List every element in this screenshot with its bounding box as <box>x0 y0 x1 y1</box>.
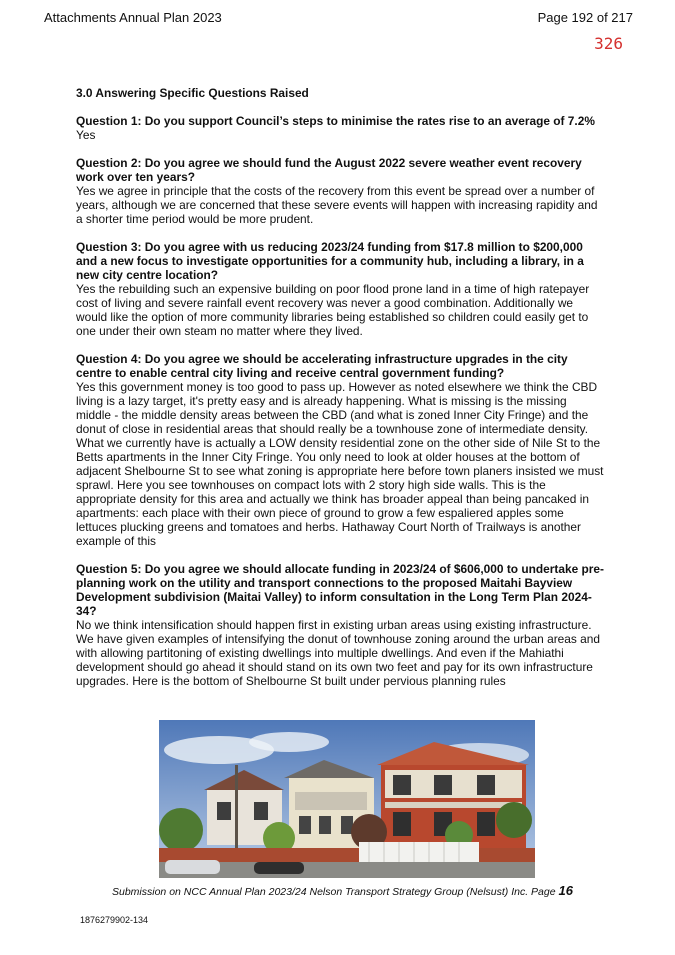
section-title: 3.0 Answering Specific Questions Raised <box>76 86 309 100</box>
question-3: Question 3: Do you agree with us reducing 2023/24 funding from $17.8 million to $200,000 and a new focus to investigate opportunities for a community hub, including a library, in a new city centre location? <box>76 240 584 282</box>
document-body <box>76 86 604 702</box>
question-4: Question 4: Do you agree we should be accelerating infrastructure upgrades in the city centre to enable central city living and receive central government funding? <box>76 352 568 380</box>
answer-2: Yes we agree in principle that the costs of the recovery from this event be spread over a number of years, although we are concerned that these severe events will happen with increasing rapidity and a shorter time period would be more prudent. <box>76 184 598 226</box>
stamped-page-number: 326 <box>594 34 623 53</box>
footer-text: Submission on NCC Annual Plan 2023/24 Nelson Transport Strategy Group (Nelsust) Inc. Page <box>112 886 556 898</box>
page-footer <box>112 883 573 898</box>
document-id: 1876279902-134 <box>80 915 149 925</box>
question-2: Question 2: Do you agree we should fund the August 2022 severe weather event recovery work over ten years? <box>76 156 582 184</box>
question-1: Question 1: Do you support Council’s steps to minimise the rates rise to an average of 7.2% <box>76 114 595 128</box>
answer-1: Yes <box>76 128 96 142</box>
street-houses-photo <box>159 720 535 878</box>
footer-page-number: 16 <box>558 883 573 898</box>
question-5: Question 5: Do you agree we should allocate funding in 2023/24 of $606,000 to undertake pre-planning work on the utility and transport connections to the proposed Maitahi Bayview Development subdivision (Maitai Valley) to inform consultation in the Long Term Plan 2024-34? <box>76 562 604 618</box>
answer-5: No we think intensification should happen first in existing urban areas using existing infrastructure. We have given examples of intensifying the donut of townhouse zoning around the urban areas and with allowing partitoning of existing dwellings into multiple dwellings. And even if the Mahiathi development should go ahead it should stand on its own two feet and pay for its own infrastructure upgrades. Here is the bottom of Shelbourne St built under pervious planning rules <box>76 618 600 688</box>
answer-3: Yes the rebuilding such an expensive building on poor flood prone land in a time of high ratepayer cost of living and severe rainfall event recovery was never a good combination. Additionally we would like the option of more community libraries being established so children could easily get to one under their own steam no matter where they lived. <box>76 282 590 338</box>
header-document-title: Attachments Annual Plan 2023 <box>44 10 222 25</box>
answer-4: Yes this government money is too good to pass up. However as noted elsewhere we think the CBD living is a lazy target, it's pretty easy and is already happening. What is missing is the missing middle - the middle density areas between the CBD (and what is zoned Inner City Fringe) and the donut of close in residential areas that should really be a townhouse zone of intermediate density. What we currently have is actually a LOW density residential zone on the other side of Nile St to the Betts apartments in the Inner City Fringe. You only need to look at older houses at the bottom of adjacent Shelbourne St to see what zoning is appropriate here before town planers insisted we must sprawl. Here you see townhouses on compact lots with 2 story high side walls. This is the appropriate density for this area and actually we think has broader appeal than being pancaked in apartments: each place with their own piece of ground to grow a few espaliered apples some lettuces plucking greens and tomatoes and herbs. Hathaway Court North of Trailways is another example of this <box>76 380 604 548</box>
header-page-indicator: Page 192 of 217 <box>537 10 633 25</box>
